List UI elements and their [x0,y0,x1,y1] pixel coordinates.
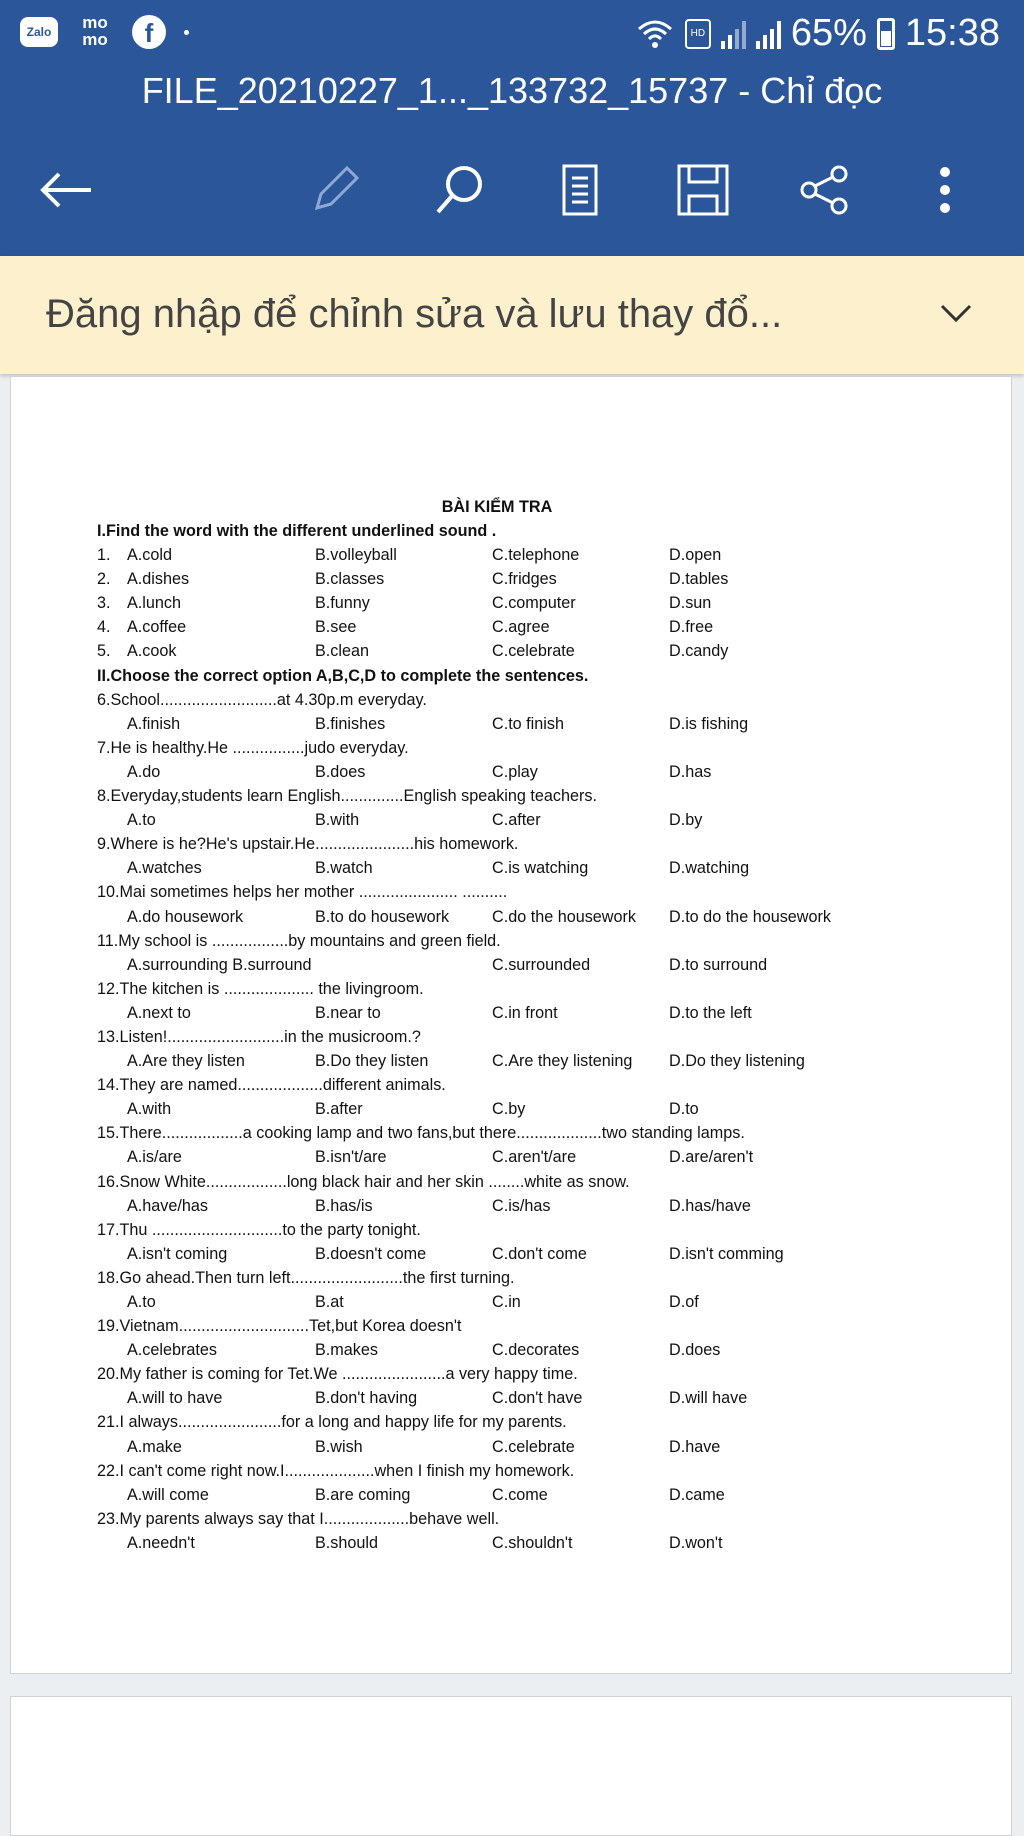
answer-option: C.Are they listening [492,1052,633,1071]
battery-percent: 65% [790,12,867,54]
save-icon [675,162,731,218]
answer-option: B.doesn't come [315,1244,427,1263]
answer-option: C.don't have [492,1389,583,1408]
signal-1-icon [721,19,746,49]
answer-option: C.is/has [492,1196,551,1215]
answer-option: B.to do housework [315,907,450,926]
window-title: FILE_20210227_1..._133732_15737 - Chỉ đọc [141,70,883,111]
answer-option: C.aren't/are [492,1148,577,1167]
answer-option: C.celebrate [492,642,575,661]
question-text: 9.Where is he?He's upstair.He......................his homework. [97,835,519,854]
answer-option: D.to do the housework [669,907,831,926]
answer-option: D.tables [669,570,729,589]
question-text: 10.Mai sometimes helps her mother ...................... .......... [97,883,508,902]
question-text: 20.My father is coming for Tet.We .......................a very happy time. [97,1365,578,1384]
signal-2-icon [756,19,781,49]
document-content [97,495,897,1555]
answer-option: C.to finish [492,714,564,733]
search-button[interactable] [425,150,495,230]
answer-option: C.agree [492,618,550,637]
answer-option: D.has/have [669,1196,751,1215]
answer-option: C.decorates [492,1341,580,1360]
question-text: 19.Vietnam.............................Tet,but Korea doesn't [97,1317,462,1336]
answer-option: D.is fishing [669,714,749,733]
toolbar [0,150,1024,230]
options-row [97,760,897,784]
answer-option: B.see [315,618,357,637]
pencil-icon [307,162,363,218]
answer-option: C.computer [492,594,576,613]
answer-option: B.Do they listen [315,1052,429,1071]
options-row [97,1194,897,1218]
answer-option: C.telephone [492,546,580,565]
question-text: 11.My school is .................by mountains and green field. [97,931,501,950]
question-number: 3. [97,594,111,613]
share-icon [797,162,853,218]
answer-option: D.candy [669,642,729,661]
question-text: 18.Go ahead.Then turn left.........................the first turning. [97,1268,515,1287]
options-row [97,1435,897,1459]
options-row [97,1483,897,1507]
options-row [97,1049,897,1073]
more-options-button[interactable] [915,150,975,230]
zalo-icon [20,17,58,47]
answer-option: D.came [669,1485,725,1504]
share-button[interactable] [790,150,860,230]
answer-option: B.should [315,1533,378,1552]
document-page-2 [10,1696,1012,1836]
question-text: 14.They are named...................different animals. [97,1076,446,1095]
chevron-down-icon[interactable] [936,294,976,334]
options-row [97,808,897,832]
options-row [97,1242,897,1266]
more-icon [935,162,955,218]
hd-call-icon [685,19,711,49]
answer-option: A.cook [127,642,177,661]
answer-option: B.after [315,1100,363,1119]
answer-option: C.fridges [492,570,557,589]
clock: 15:38 [904,12,1000,54]
battery-icon [877,18,895,50]
back-button[interactable] [30,150,100,230]
question-text: 22.I can't come right now.I....................when I finish my homework. [97,1461,575,1480]
options-row [97,1097,897,1121]
answer-option: B.finishes [315,714,386,733]
answer-option: C.in front [492,1003,558,1022]
question-number: 4. [97,618,111,637]
document-page [10,376,1012,1674]
answer-option: D.will have [669,1389,748,1408]
answer-option: A.celebrates [127,1341,217,1360]
question-text: 6.School..........................at 4.30p.m everyday. [97,690,427,709]
answer-option: D.by [669,811,703,830]
answer-option: A.lunch [127,594,181,613]
answer-option: A.do housework [127,907,244,926]
notification-dot-icon [184,30,189,35]
answer-option: B.clean [315,642,369,661]
search-icon [432,162,488,218]
answer-option: C.come [492,1485,548,1504]
answer-option: D.to [669,1100,699,1119]
answer-option: D.are/aren't [669,1148,754,1167]
answer-option: A.watches [127,859,202,878]
answer-option: B.with [315,811,360,830]
answer-option: A.dishes [127,570,190,589]
question-text: 17.Thu .............................to the party tonight. [97,1220,421,1239]
answer-option: D.won't [669,1533,723,1552]
answer-option: D.sun [669,594,712,613]
answer-option: B.has/is [315,1196,373,1215]
wifi-icon [635,17,675,51]
answer-option: B.are coming [315,1485,411,1504]
question-row [97,615,897,639]
answer-option: A.finish [127,714,181,733]
options-row [97,1531,897,1555]
answer-option: D.watching [669,859,750,878]
question-text: 8.Everyday,students learn English..............English speaking teachers. [97,787,597,806]
options-row [97,905,897,929]
answer-option: A.make [127,1437,182,1456]
sign-in-banner-text: Đăng nhập để chỉnh sửa và lưu thay đổ... [46,292,783,336]
answer-option: D.has [669,762,712,781]
section-2-title: II.Choose the correct option A,B,C,D to complete the sentences. [97,666,589,685]
answer-option: A.cold [127,546,172,565]
answer-option: D.isn't comming [669,1244,784,1263]
options-row [97,856,897,880]
answer-option: B.near to [315,1003,381,1022]
sign-in-banner[interactable] [0,256,1024,374]
question-number: 5. [97,642,111,661]
answer-option: A.next to [127,1003,191,1022]
answer-option: A.isn't coming [127,1244,228,1263]
answer-option: C.after [492,811,541,830]
options-row [97,1338,897,1362]
answer-option: C.by [492,1100,526,1119]
answer-option: C.celebrate [492,1437,575,1456]
question-number: 1. [97,546,111,565]
answer-option: C.play [492,762,538,781]
question-text: 16.Snow White..................long black hair and her skin ........white as snow. [97,1172,630,1191]
answer-option: B.watch [315,859,373,878]
answer-option: B.at [315,1293,344,1311]
answer-option: A.do [127,762,161,781]
save-button[interactable] [668,150,738,230]
answer-option: A.with [127,1100,172,1119]
question-row [97,543,897,567]
answer-option: B.volleyball [315,546,397,565]
question-text: 13.Listen!..........................in the musicroom.? [97,1027,421,1046]
answer-option: A.needn't [127,1533,195,1552]
answer-option: D.Do they listening [669,1052,805,1071]
answer-option: A.to [127,1293,156,1311]
answer-option: B.isn't/are [315,1148,387,1167]
answer-option: A.surrounding B.surround [127,955,312,974]
question-number: 2. [97,570,111,589]
answer-option: C.do the housework [492,907,636,926]
answer-option: A.is/are [127,1148,182,1167]
question-text: 21.I always.......................for a long and happy life for my parents. [97,1413,567,1432]
answer-option: B.classes [315,570,385,589]
options-row [97,1386,897,1410]
answer-option: D.to surround [669,955,768,974]
question-row [97,567,897,591]
answer-option: B.don't having [315,1389,418,1408]
options-row [97,953,897,977]
options-row [97,712,897,736]
question-text: 23.My parents always say that I...................behave well. [97,1509,500,1528]
reading-view-button[interactable] [545,150,615,230]
answer-option: B.does [315,762,366,781]
back-arrow-icon [37,168,93,212]
question-text: 12.The kitchen is .................... the livingroom. [97,979,424,998]
edit-button[interactable] [300,150,370,230]
zalo-label: Zalo [26,25,52,39]
question-row [97,591,897,615]
answer-option: C.don't come [492,1244,587,1263]
answer-option: C.is watching [492,859,589,878]
answer-option: A.will to have [127,1389,223,1408]
answer-option: A.Are they listen [127,1052,245,1071]
answer-option: C.in [492,1293,521,1311]
momo-label: mo mo [82,13,108,49]
status-bar [0,0,1024,72]
answer-option: C.shouldn't [492,1533,573,1552]
answer-option: A.will come [127,1485,209,1504]
facebook-icon: f [132,15,166,49]
answer-option: D.of [669,1293,699,1311]
momo-icon [76,14,114,50]
options-row [97,1145,897,1169]
answer-option: A.coffee [127,618,187,637]
answer-option: D.free [669,618,714,637]
options-row [97,1290,897,1314]
options-row [97,1001,897,1025]
question-row [97,639,897,663]
answer-option: D.open [669,546,722,565]
answer-option: B.wish [315,1437,363,1456]
answer-option: B.funny [315,594,370,613]
answer-option: D.have [669,1437,721,1456]
document-heading: BÀI KIỂM TRA [441,498,553,516]
hd-label: HD [690,28,706,39]
answer-option: A.to [127,811,156,830]
section-2-list [97,688,897,1555]
question-text: 15.There..................a cooking lamp and two fans,but there...................two standing lamps. [97,1124,745,1143]
answer-option: D.to the left [669,1003,752,1022]
section-1-title: I.Find the word with the different underlined sound . [97,522,497,540]
answer-option: C.surrounded [492,955,591,974]
answer-option: B.makes [315,1341,378,1360]
app-header [0,0,1024,256]
answer-option: D.does [669,1341,721,1360]
section-1-list [97,543,897,663]
answer-option: A.have/has [127,1196,208,1215]
question-text: 7.He is healthy.He ................judo everyday. [97,738,409,757]
reading-view-icon [558,162,602,218]
